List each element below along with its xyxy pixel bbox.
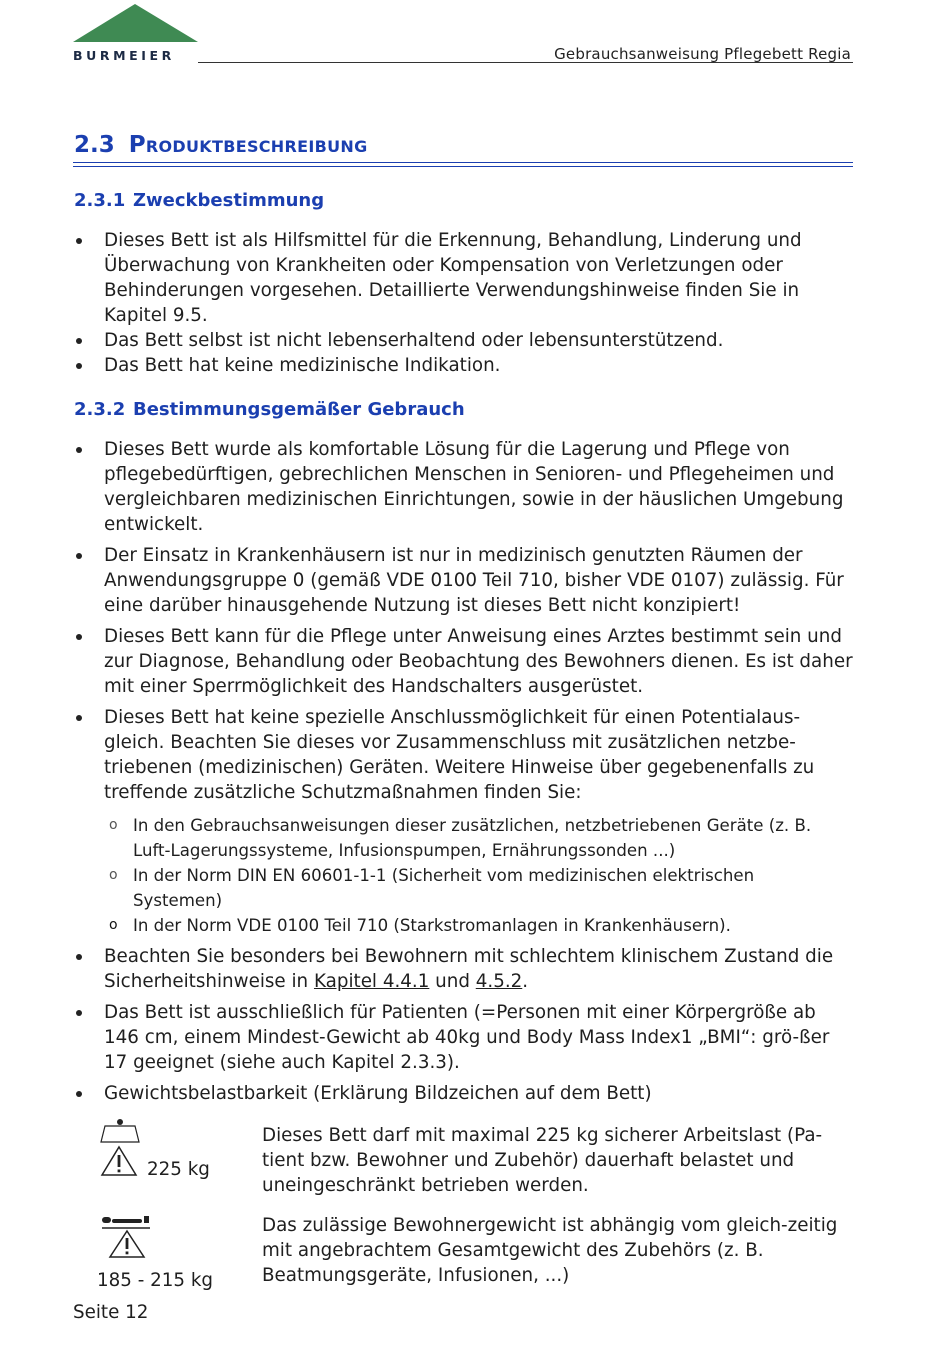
section-divider [73, 162, 853, 167]
subsection-title: Bestimmungsgemäßer Gebrauch [133, 399, 465, 420]
list-item: Dieses Bett hat keine spezielle Anschlussmöglichkeit für einen Potentialaus-gleich. Beachten Sie dieses vor Zusammenschluss mit zusätzlichen netzbe-triebenen (medizinischen) Geräten. Weitere Hinweise über gegebenenfalls zu treffende zusätzliche Schutzmaßnahmen finden Sie: [0, 705, 854, 805]
section-title: Produktbeschreibung [128, 132, 368, 158]
max-load-label: 225 kg [147, 1159, 210, 1180]
intended-use-list-continued [0, 944, 950, 1112]
list-item-text: und [429, 971, 476, 992]
section-heading [74, 132, 368, 158]
chapter-link-4-5-2[interactable]: 4.5.2 [475, 971, 523, 992]
warning-icon [100, 1145, 138, 1177]
list-item [0, 944, 854, 994]
list-item: Das Bett hat keine medizinische Indikation. [0, 353, 854, 378]
page-number: Seite 12 [73, 1302, 149, 1323]
logo-roof-icon [73, 4, 198, 48]
header-title: Gebrauchsanweisung Pflegebett Regia [554, 45, 851, 63]
list-item: Dieses Bett kann für die Pflege unter Anweisung eines Arztes bestimmt sein und zur Diagnose, Behandlung oder Beobachtung des Bewohners dienen. Es ist daher mit einer Sperrmöglichkeit des Handschalters ausgerüstet. [0, 624, 854, 699]
section-number: 2.3 [74, 132, 115, 158]
list-item: Dieses Bett ist als Hilfsmittel für die Erkennung, Behandlung, Linderung und Überwachung von Krankheiten oder Kompensation von Verletzungen oder Behinderungen vorgesehen. Detaillierte Verwendungshinweise finden Sie in Kapitel 9.5. [0, 228, 854, 328]
subsection-number: 2.3.2 [74, 399, 126, 420]
chapter-link-4-4-1[interactable]: Kapitel 4.4.1 [313, 971, 430, 992]
list-item: Das Bett ist ausschließlich für Patienten (=Personen mit einer Körpergröße ab 146 cm, einem Mindest-Gewicht ab 40kg und Body Mass Index1 „BMI“: grö-ßer 17 geeignet (siehe auch Kapitel 2.3.3). [0, 1000, 854, 1075]
header-divider [198, 62, 853, 63]
purpose-list [0, 228, 950, 378]
intended-use-list [0, 437, 950, 811]
subsection-heading-intended-use [74, 399, 465, 420]
list-item: Der Einsatz in Krankenhäusern ist nur in medizinisch genutzten Räumen der Anwendungsgruppe 0 (gemäß VDE 0100 Teil 710, bisher VDE 0107) zulässig. Für eine darüber hinausgehende Nutzung ist dieses Bett nicht konzipiert! [0, 543, 854, 618]
logo-text: BURMEIER [73, 48, 175, 63]
resident-weight-description: Das zulässige Bewohnergewicht ist abhängig vom gleich-zeitig mit angebrachtem Gesamtgewicht des Zubehörs (z. B. Beatmungsgeräte, Infusionen, ...) [262, 1215, 838, 1286]
load-weight-icon [97, 1118, 143, 1144]
list-item-text: Beachten Sie besonders bei Bewohnern mit schlechtem klinischem Zustand die Sicherheitshinweise in [104, 946, 834, 992]
subsection-title: Zweckbestimmung [133, 190, 325, 211]
warning-icon [108, 1229, 146, 1259]
list-item: Das Bett selbst ist nicht lebenserhaltend oder lebensunterstützend. [0, 328, 854, 353]
sub-list-item: o In der Norm DIN EN 60601-1-1 (Sicherheit vom medizinischen elektrischen Systemen) [0, 863, 813, 913]
list-item-text: . [522, 971, 529, 992]
sub-list-item: o In den Gebrauchsanweisungen dieser zusätzlichen, netzbetriebenen Geräte (z. B. Luft-Lagerungssysteme, Infusionspumpen, Ernährungssonden ...) [0, 813, 813, 863]
list-item: Gewichtsbelastbarkeit (Erklärung Bildzeichen auf dem Bett) [0, 1081, 854, 1106]
resident-weight-label: 185 - 215 kg [97, 1270, 214, 1291]
subsection-number: 2.3.1 [74, 190, 126, 211]
burmeier-logo [73, 4, 198, 64]
subsection-heading-purpose [74, 190, 324, 211]
max-load-description: Dieses Bett darf mit maximal 225 kg sicherer Arbeitslast (Pa-tient bzw. Bewohner und Zubehör) dauerhaft belastet und uneingeschränkt betrieben werden. [262, 1125, 823, 1196]
list-item: Dieses Bett wurde als komfortable Lösung für die Lagerung und Pflege von pflegebedürftigen, gebrechlichen Menschen in Senioren- und Pflegeheimen und vergleichbaren medizinischen Einrichtungen, sowie in der häuslichen Umgebung entwickelt. [0, 437, 854, 537]
sub-list-item: o In der Norm VDE 0100 Teil 710 (Starkstromanlagen in Krankenhäusern). [0, 913, 813, 938]
protective-measures-sublist [0, 813, 813, 938]
